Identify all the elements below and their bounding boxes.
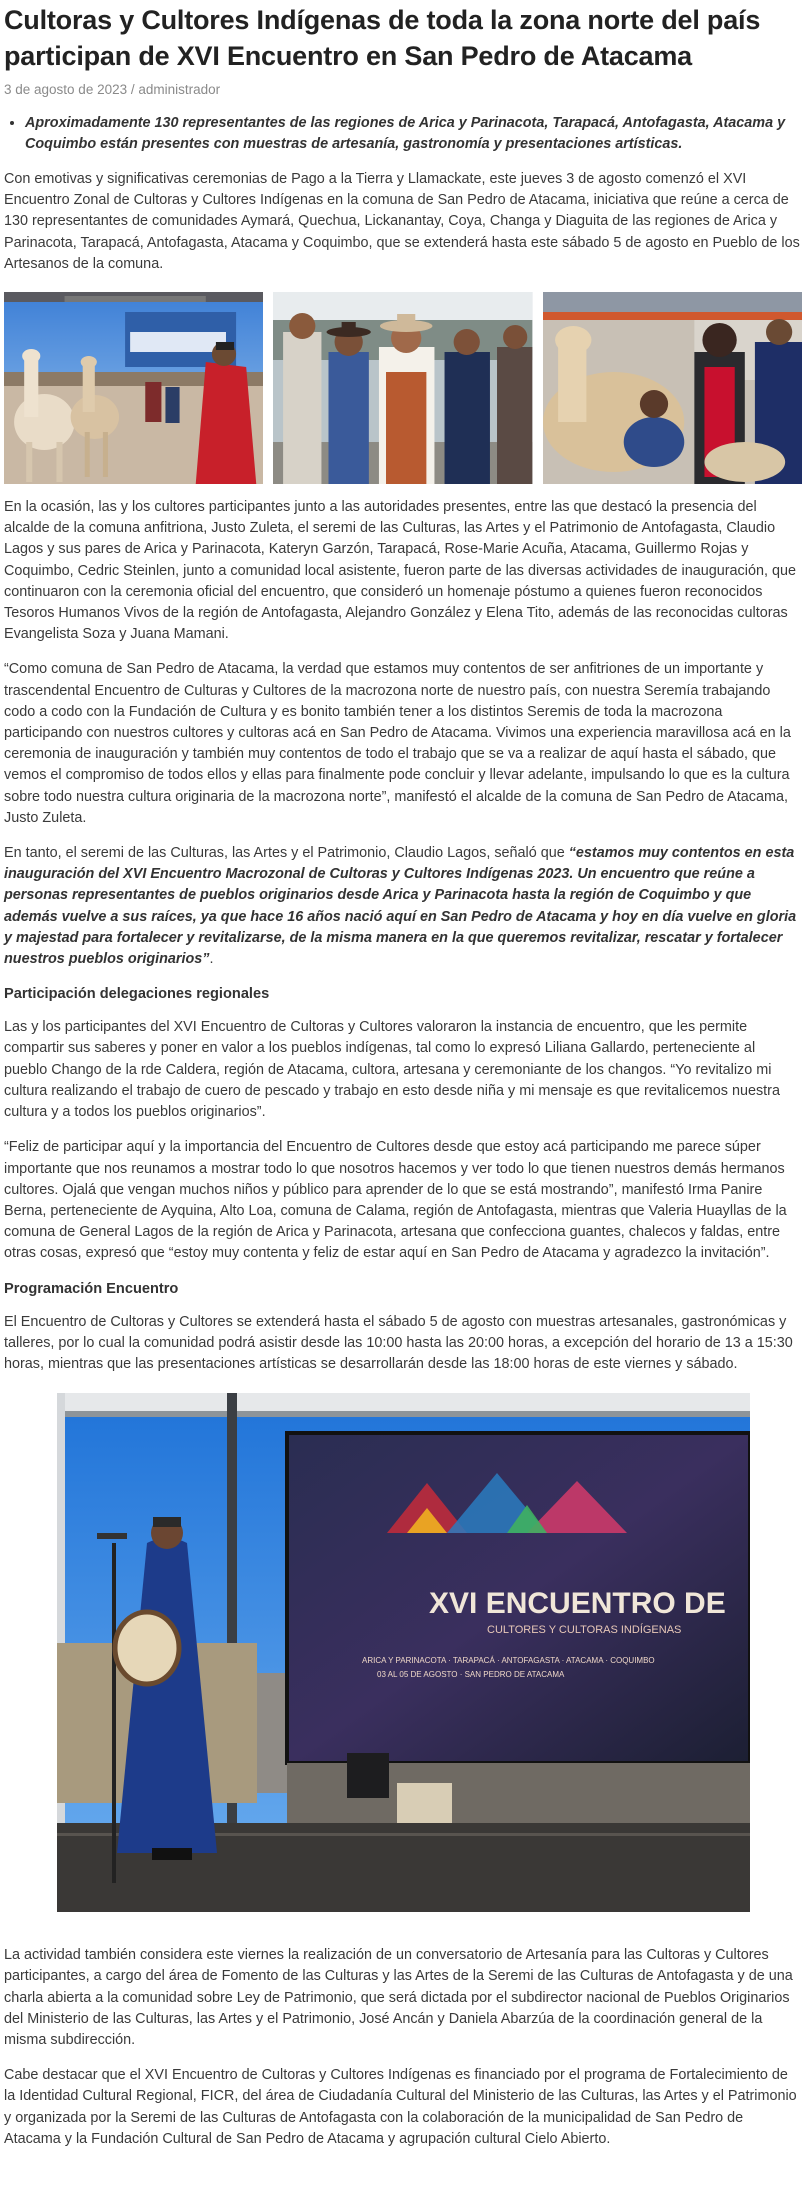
section-heading-program: Programación Encuentro	[4, 1280, 179, 1297]
paragraph-inauguration: En la ocasión, las y los cultores participantes junto a las autoridades presentes, entre las que destacó la presencia del alcalde de la comuna anfitriona, Justo Zuleta, el seremi de las Culturas, las Artes y el Patrimonio de Antofagasta, Claudio Lagos y sus pares de Arica y Parinacota, Kateryn Garzón, Tarapacá, Rose-Marie Acuña, Atacama, Guillermo Rojas y Coquimbo, Cedric Steinlen, junto a comunidad local asistente, fueron parte de las diversas actividades de inauguración, que continuaron con la ceremonia oficial del encuentro, que consideró un homenaje póstumo a quienes fueron reconocidos Tesoros Humanos Vivos de la región de Antofagasta, Alejandro González y Elena Tito, además de las reconocidas cultoras Evangelista Soza y Juana Mamani.	[4, 499, 796, 643]
screen-subtitle: CULTORES Y CULTORAS INDÍGENAS	[486, 1624, 681, 1637]
paragraph-mayor-quote: “Como comuna de San Pedro de Atacama, la verdad que estamos muy contentos de ser anfitriones de un importante y trascendental Encuentro de Culturas y Cultores de la macrozona norte de nuestro país, con nuestra Seremía trabajando codo a codo con la Fundación de Cultura y es bonito también tener a los distintos Seremis de toda la macrozona participando con nuestros cultores y cultoras acá en San Pedro de Atacama. Vivimos una experiencia maravillosa acá en la ceremonia de inauguración y también muy contentos de todo el trabajo que se va a realizar de aquí hasta el sábado, que vemos el compromiso de todos ellos y ellas para finalmente pode concluir y llevar adelante, impulsando lo que es la cultura sobre todo nuestra cultura originaria de la macrozona norte”, manifestó el alcalde de la comuna de San Pedro de Atacama, Justo Zuleta.	[4, 661, 791, 826]
paragraph-seremi-quote	[4, 843, 802, 970]
paragraph-funding: Cabe destacar que el XVI Encuentro de Cultoras y Cultores Indígenas es financiado por el programa de Fortalecimiento de la Identidad Cultural Regional, FICR, del área de Ciudadanía Cultural del Ministerio de las Culturas, las Artes y el Patrimonio y organizada por la Seremi de las Culturas de Antofagasta con la colaboración de la municipalidad de San Pedro de Atacama y la Fundación Cultural de San Pedro de Atacama y agrupación cultural Cielo Abierto.	[4, 2067, 797, 2147]
seremi-lead: En tanto, el seremi de las Culturas, las Artes y el Patrimonio, Claudio Lagos, señaló que	[4, 845, 569, 862]
paragraph-regional-2: “Feliz de participar aquí y la importancia del Encuentro de Cultores desde que estoy acá participando me parece súper importante que nos reunamos a mostrar todo lo que nosotros hacemos y ver todo lo que tienen nuestros demás hermanos cultores. Ojalá que vengan muchos niños y público para aprender de lo que se está mostrando”, manifestó Irma Panire Berna, perteneciente de Ayquina, Alto Loa, comuna de Calama, región de Antofagasta, mientras que Valeria Huayllas de la comuna de General Lagos de la región de Arica y Parinacota, artesana que confecciona guantes, chalecos y faldas, entre otras cosas, expresó que “estoy muy contenta y feliz de estar aquí en San Pedro de Atacama y agradezco la invitación”.	[4, 1139, 787, 1262]
seremi-quote: “estamos muy contentos en esta inauguración del XVI Encuentro Macrozonal de Cultoras y Cultores Indígenas 2023. Un encuentro que reúne a personas representantes de pueblos originarios desde Arica y Parinacota hasta la región de Coquimbo y que además vuelve a sus raíces, ya que hace 16 años nació aquí en San Pedro de Atacama y hoy en día vuelve en gloria y majestad para fortalecer y revitalizarse, de la misma manera en la que queremos revitalizar, rescatar y fortalecer nuestros pueblos originarios”	[4, 845, 797, 968]
post-meta	[4, 81, 802, 99]
paragraph-activities: La actividad también considera este viernes la realización de un conversatorio de Artesanía para las Cultoras y Cultores participantes, a cargo del área de Fomento de las Culturas y las Artes de la Seremi de las Culturas de Antofagasta y de una charla abierta a la comunidad sobre Ley de Patrimonio, que será dictada por el subdirector nacional de Pueblos Originarios del Ministerio de las Culturas, las Artes y el Patrimonio, José Ancán y Daniela Abarzúa de la coordinación general de la misma subdirección.	[4, 1947, 793, 2048]
photo-gallery	[4, 292, 802, 484]
highlight-item: • Aproximadamente 130 representantes de las regiones de Arica y Parinacota, Tarapacá, Antofagasta, Atacama y Coquimbo están presentes con muestras de artesanía, gastronomía y presentaciones artísticas.	[25, 113, 802, 155]
stage-photo[interactable]	[57, 1393, 750, 1912]
post-author[interactable]: administrador	[138, 82, 221, 97]
gallery-photo-llamas[interactable]	[4, 292, 263, 484]
section-heading-regional: Participación delegaciones regionales	[4, 986, 270, 1003]
post-date[interactable]: 3 de agosto de 2023	[4, 82, 128, 97]
screen-regions: ARICA Y PARINACOTA · TARAPACÁ · ANTOFAGASTA · ATACAMA · COQUIMBO	[361, 1656, 655, 1666]
gallery-photo-alpaca[interactable]	[543, 292, 802, 484]
screen-dates: 03 AL 05 DE AGOSTO · SAN PEDRO DE ATACAMA	[376, 1670, 564, 1680]
paragraph-program: El Encuentro de Cultoras y Cultores se extenderá hasta el sábado 5 de agosto con muestras artesanales, gastronómicas y talleres, por lo cual la comunidad podrá asistir desde las 10:00 hasta las 20:00 horas, a excepción del horario de 13 a 15:30 horas, mientras que las presentaciones artísticas se desarrollarán desde las 18:00 horas de este viernes y sábado.	[4, 1313, 793, 1372]
paragraph-regional-1: Las y los participantes del XVI Encuentro de Cultoras y Cultores valoraron la instancia de encuentro, que les permite compartir sus saberes y poner en valor a los pueblos indígenas, tal como lo expresó Liliana Gallardo, perteneciente al pueblo Chango de la rde Caldera, región de Atacama, cultora, artesana y ceremoniante de los changos. “Yo revitalizo mi cultura realizando el trabajo de cuero de pescado y trabajo en esto desde niña y mi mensaje es que revitalicemos nuestra cultura y a todos los pueblos originarios”.	[4, 1019, 780, 1121]
seremi-end: .	[209, 951, 214, 968]
article-title: Cultoras y Cultores Indígenas de toda la zona norte del país participan de XVI Encuentro en San Pedro de Atacama	[4, 5, 761, 71]
screen-title: XVI ENCUENTRO DE	[428, 1587, 726, 1621]
meta-separator: /	[127, 82, 139, 97]
paragraph-intro: Con emotivas y significativas ceremonias de Pago a la Tierra y Llamackate, este jueves 3 de agosto comenzó el XVI Encuentro Zonal de Cultoras y Cultores Indígenas en la comuna de San Pedro de Atacama, iniciativa que reúne a cerca de 130 representantes de comunidades Aymará, Quechua, Lickanantay, Coya, Changa y Diaguita de las regiones de Arica y Parinacota, Tarapacá, Antofagasta, Atacama y Coquimbo, que se extenderá hasta este sábado 5 de agosto en Pueblo de los Artesanos de la comuna.	[4, 171, 800, 272]
gallery-photo-participants[interactable]	[273, 292, 532, 484]
highlight-list	[4, 113, 802, 155]
